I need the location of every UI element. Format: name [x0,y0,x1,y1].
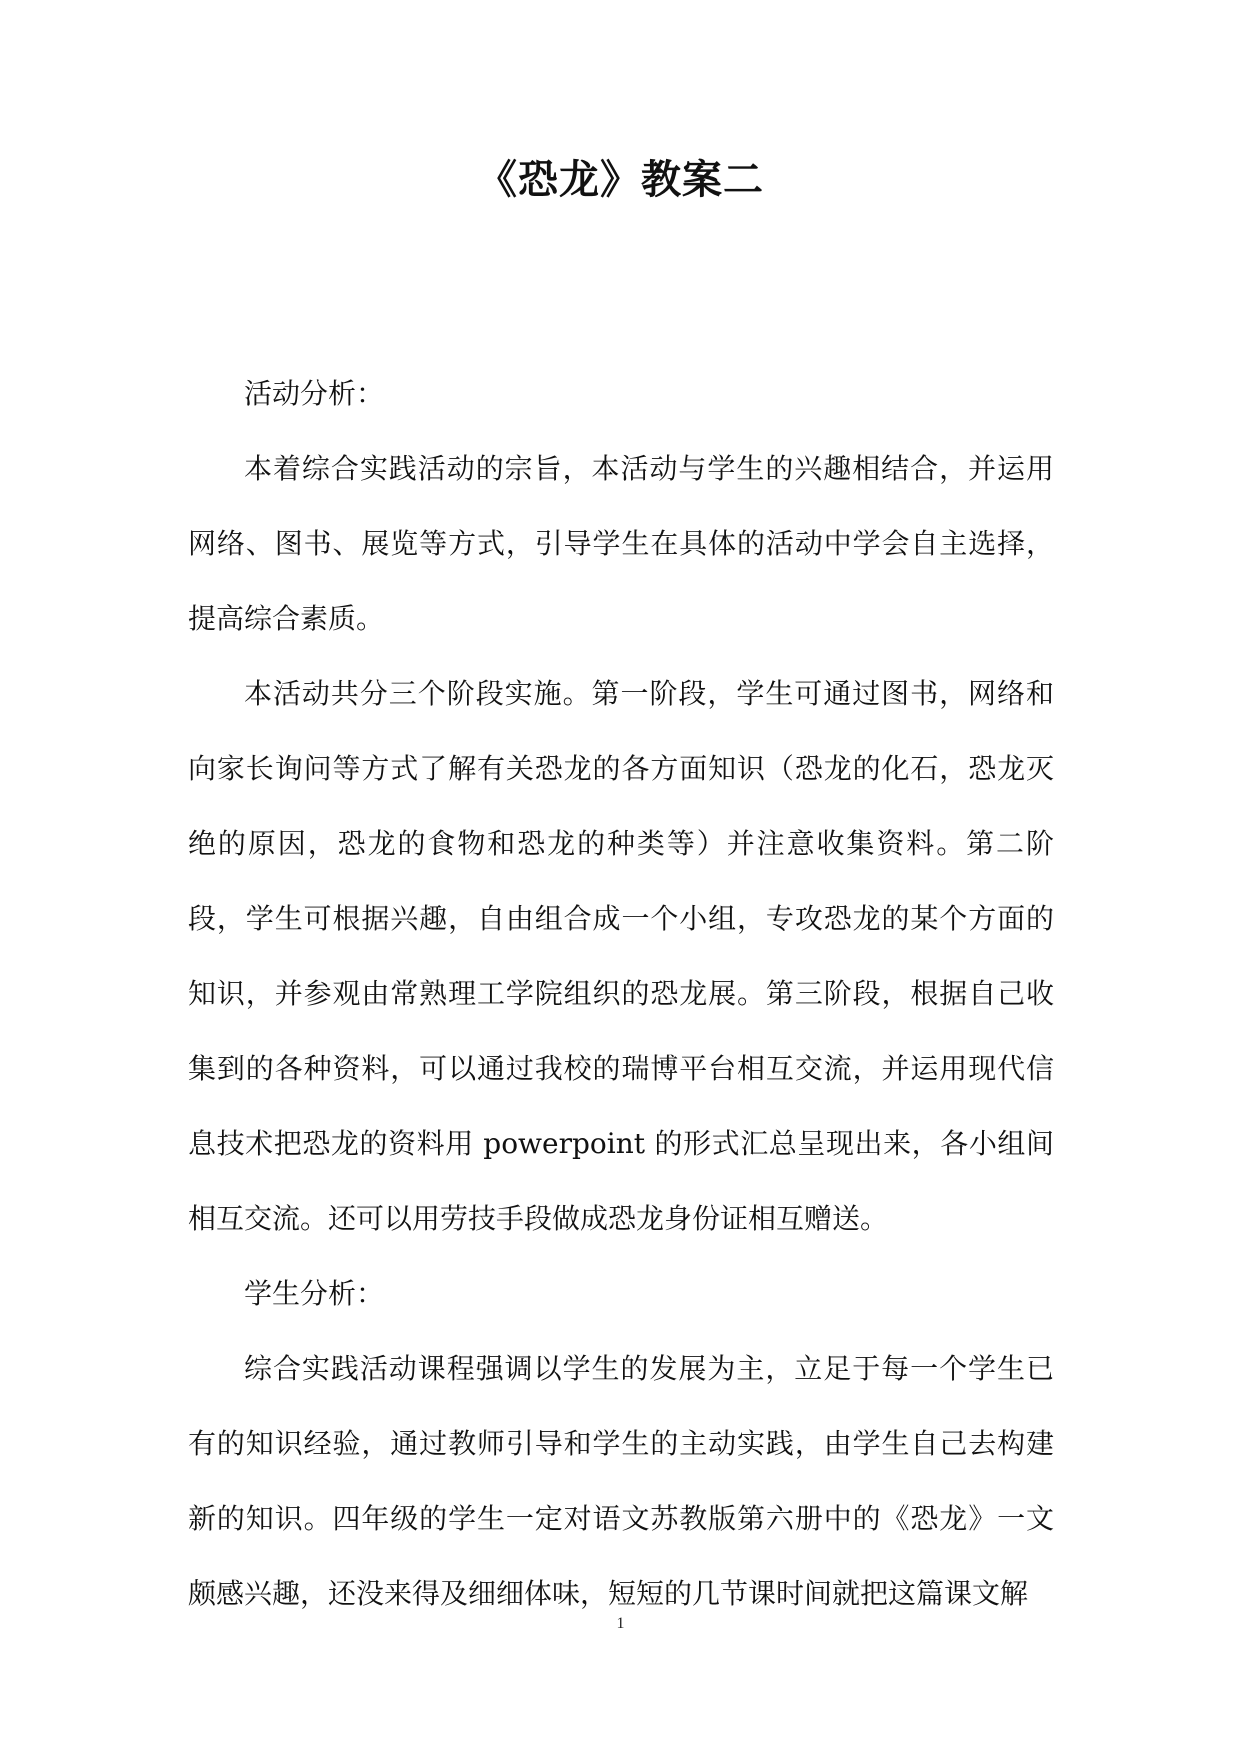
paragraph-activity-stages: 本活动共分三个阶段实施。第一阶段，学生可通过图书，网络和向家长询问等方式了解有关恐龙的各方面知识（恐龙的化石，恐龙灭绝的原因，恐龙的食物和恐龙的种类等）并注意收集资料。第二阶段，学生可根据兴趣，自由组合成一个小组，专攻恐龙的某个方面的知识，并参观由常熟理工学院组织的恐龙展。第三阶段，根据自己收集到的各种资料，可以通过我校的瑞博平台相互交流，并运用现代信息技术把恐龙的资料用 powerpoint 的形式汇总呈现出来，各小组间相互交流。还可以用劳技手段做成恐龙身份证相互赠送。 [188,677,1054,1235]
page-number: 1 [616,1615,625,1632]
heading-activity-analysis: 活动分析： [244,377,385,410]
paragraph-activity-purpose: 本着综合实践活动的宗旨，本活动与学生的兴趣相结合，并运用网络、图书、展览等方式，引导学生在具体的活动中学会自主选择，提高综合素质。 [188,452,1054,635]
paragraph-student-analysis: 综合实践活动课程强调以学生的发展为主，立足于每一个学生已有的知识经验，通过教师引导和学生的主动实践，由学生自己去构建新的知识。四年级的学生一定对语文苏教版第六册中的《恐龙》一文颇感兴趣，还没来得及细细体味，短短的几节课时间就把这篇课文解 [188,1352,1054,1610]
document-title: 《恐龙》教案二 [477,156,764,203]
document-body [188,356,1054,1631]
heading-student-analysis: 学生分析： [244,1277,385,1310]
